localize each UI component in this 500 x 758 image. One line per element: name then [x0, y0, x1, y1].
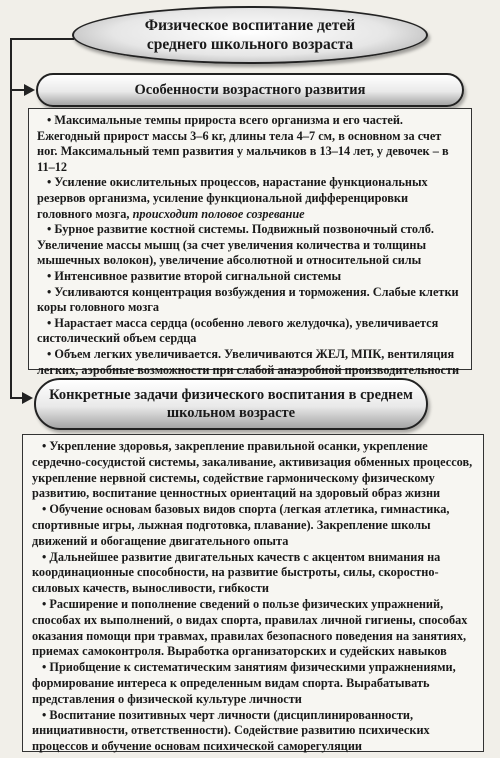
section-2-content: [22, 434, 484, 752]
list-item: • Интенсивное развитие второй сигнальной системы: [37, 269, 463, 285]
page-title-oval: [72, 6, 428, 64]
section-1-title: Особенности возрастного развития: [134, 82, 366, 98]
section-2-header: [34, 378, 428, 430]
list-item: • Укрепление здоровья, закрепление правильной осанки, укрепление сердечно-сосудистой системы, закаливание, активизация обменных процессов, укрепление нервной системы, содействие гармоническому физическому развитию, воспитание ценностных ориентаций на здоровый образ жизни: [32, 439, 474, 502]
list-item: • Нарастает масса сердца (особенно левого желудочка), увеличивается систолический объем сердца: [37, 316, 463, 347]
list-item: • Воспитание позитивных черт личности (дисциплинированности, инициативности, ответственности). Содействие развитию психических процессов и обучение основам психической саморегуляции: [32, 708, 474, 755]
list-item: • Обучение основам базовых видов спорта (легкая атлетика, гимнастика, спортивные игры, лыжная подготовка, плавание). Закрепление школы движений и обогащение двигательного опыта: [32, 502, 474, 549]
list-item-emphasis: происходит половое созревание: [132, 206, 305, 221]
list-item: • Максимальные темпы прироста всего организма и его частей. Ежегодный прирост массы 3–6 кг, длины тела 4–7 см, в основном за счет ног. Максимальный темп развития у мальчиков в 13–14 лет, у девочек – в 11–12: [37, 113, 463, 175]
section-2-list: [32, 439, 474, 755]
list-item: [37, 175, 463, 222]
list-item: • Приобщение к систематическим занятиям физическими упражнениями, формирование интереса к определенным видам спорта. Вырабатывать представления о физической культуре личности: [32, 660, 474, 707]
connector-line-horizontal-top: [10, 38, 74, 40]
section-2-title: Конкретные задачи физического воспитания в среднем школьном возрасте: [49, 387, 413, 421]
list-item: • Объем легких увеличивается. Увеличиваются ЖЕЛ, МПК, вентиляция легких, аэробные возможности при слабой анаэробной производительности: [37, 347, 463, 378]
list-item: • Усиливаются концентрация возбуждения и торможения. Слабые клетки коры головного мозга: [37, 285, 463, 316]
section-1-content: [28, 108, 472, 377]
list-item-text: Усиление окислительных процессов, нарастание функциональных резервов организма, усиление функциональной дифференцировки головного мозга,: [37, 175, 428, 221]
arrow-to-section-1: [24, 84, 35, 96]
arrow-to-section-2: [22, 392, 33, 404]
connector-line-vertical: [10, 38, 12, 398]
section-1-header: [36, 73, 464, 107]
section-1-list: [37, 113, 463, 378]
page-title: Физическое воспитание детей среднего школьного возраста: [144, 17, 356, 53]
list-item: • Бурное развитие костной системы. Подвижный позвоночный столб. Увеличение массы мышц (за счет увеличения количества и толщины мышечных волокон), увеличение абсолютной и относительной силы: [37, 222, 463, 269]
list-item: • Дальнейшее развитие двигательных качеств с акцентом внимания на координационные способности, на развитие быстроты, силы, скоростно-силовых качеств, выносливости, гибкости: [32, 550, 474, 597]
list-item: • Расширение и пополнение сведений о пользе физических упражнений, способах их выполнений, о видах спорта, правилах личной гигиены, способах оказания помощи при травмах, правилах безопасного поведения на занятиях, приемах самоконтроля. Выработка организаторских и судейских навыков: [32, 597, 474, 660]
